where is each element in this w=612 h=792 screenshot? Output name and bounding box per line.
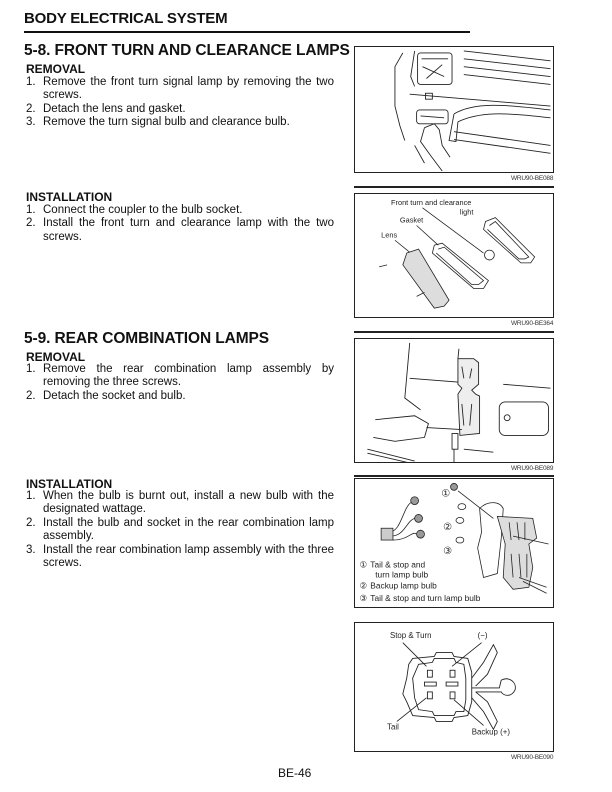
step xyxy=(26,76,334,103)
bulb-marker-2: ② xyxy=(443,522,452,534)
figure-code: WRU90-BE364 xyxy=(511,320,554,327)
step-text: Install the rear combination lamp assembly with the three screws. xyxy=(43,543,334,570)
step-number: 2. xyxy=(26,217,36,230)
bulb-marker-3: ③ xyxy=(443,545,452,557)
connector-terminals-illustration xyxy=(355,623,553,751)
legend-text-2: Backup lamp bulb xyxy=(370,580,437,591)
figure-front-lamp-exploded xyxy=(354,193,554,318)
step-number: 1. xyxy=(26,490,36,502)
step-number: 3. xyxy=(26,543,36,556)
step-number: 3. xyxy=(26,116,36,129)
figure-rear-lamp-removal xyxy=(354,338,554,463)
figure-code: WRU90-BE089 xyxy=(511,465,554,472)
rear-lamp-bulbs-illustration xyxy=(355,479,553,607)
removal-steps xyxy=(26,76,334,130)
front-lamp-exploded-illustration xyxy=(355,194,553,317)
installation-steps xyxy=(26,490,334,570)
step-number: 2. xyxy=(26,389,36,402)
step-text: When the bulb is burnt out, install a new bulb with the designated wattage. xyxy=(43,490,334,516)
step xyxy=(26,490,334,517)
step xyxy=(26,217,334,244)
step-text: Remove the front turn signal lamp by removing the two screws. xyxy=(43,76,334,102)
step-text: Remove the turn signal bulb and clearance bulb. xyxy=(43,116,290,129)
step-text: Detach the lens and gasket. xyxy=(43,102,186,115)
step-number: 1. xyxy=(26,204,36,216)
page-number: BE-46 xyxy=(278,766,312,780)
label-gasket: Gasket xyxy=(399,215,424,225)
step-number: 2. xyxy=(26,102,36,115)
step xyxy=(26,517,334,544)
step xyxy=(26,116,334,129)
removal-heading: REMOVAL xyxy=(26,62,86,76)
figure-code: WRU90-BE088 xyxy=(511,175,554,182)
removal-heading: REMOVAL xyxy=(26,350,86,364)
legend-marker-1: ① xyxy=(359,559,367,570)
step xyxy=(26,363,334,390)
page-header: BODY ELECTRICAL SYSTEM xyxy=(24,10,228,27)
removal-steps xyxy=(26,363,334,403)
section-title-rear-combination: 5-9. REAR COMBINATION LAMPS xyxy=(24,330,270,347)
label-front-turn-light: Front turn and clearance xyxy=(391,197,472,207)
installation-heading: INSTALLATION xyxy=(26,190,113,204)
figure-rear-lamp-bulbs xyxy=(354,478,554,608)
step xyxy=(26,390,334,403)
step xyxy=(26,544,334,571)
figure-code: WRU90-BE090 xyxy=(511,754,554,761)
rear-lamp-removal-illustration xyxy=(355,339,553,462)
installation-heading: INSTALLATION xyxy=(26,477,113,491)
label-backup: Backup (+) xyxy=(471,727,510,737)
bulb-marker-1: ① xyxy=(441,488,451,500)
step-number: 2. xyxy=(26,516,36,529)
label-lens: Lens xyxy=(381,230,398,240)
label-ground: (−) xyxy=(477,630,488,640)
step-text: Install the front turn and clearance lamp with the two screws. xyxy=(43,217,334,243)
step-number: 1. xyxy=(26,363,36,375)
label-light: light xyxy=(459,207,474,217)
step xyxy=(26,103,334,116)
step-text: Connect the coupler to the bulb socket. xyxy=(43,204,243,216)
legend-text-1: Tail & stop and xyxy=(370,559,426,570)
figure-connector-terminals xyxy=(354,622,554,752)
step xyxy=(26,204,334,217)
figure-divider xyxy=(354,475,554,477)
label-stop-turn: Stop & Turn xyxy=(390,630,432,640)
legend-marker-3: ③ xyxy=(359,593,367,604)
header-rule xyxy=(24,31,470,33)
front-lamp-removal-illustration xyxy=(355,47,553,172)
installation-steps xyxy=(26,204,334,244)
step-text: Detach the socket and bulb. xyxy=(43,389,186,402)
figure-divider xyxy=(354,186,554,188)
legend-marker-2: ② xyxy=(359,580,367,591)
step-text: Remove the rear combination lamp assembly by removing the three screws. xyxy=(43,363,334,389)
step-number: 1. xyxy=(26,76,36,88)
figure-front-lamp-removal xyxy=(354,46,554,173)
section-title-front-turn: 5-8. FRONT TURN AND CLEARANCE LAMPS xyxy=(24,42,350,59)
label-tail: Tail xyxy=(387,722,399,732)
figure-divider xyxy=(354,331,554,333)
step-text: Install the bulb and socket in the rear combination lamp assembly. xyxy=(43,516,334,543)
legend-text-1b: turn lamp bulb xyxy=(375,569,429,580)
legend-text-3: Tail & stop and turn lamp bulb xyxy=(370,593,481,604)
